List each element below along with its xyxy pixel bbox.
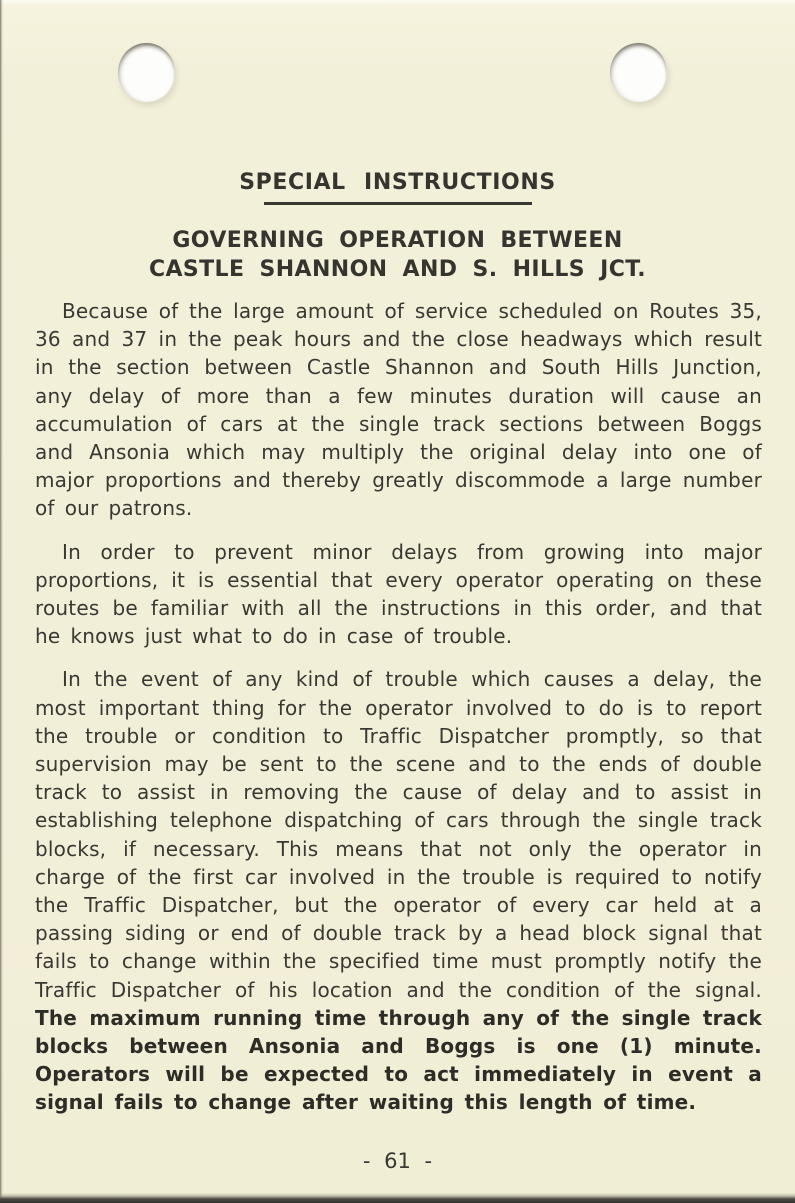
- paragraph-3: [35, 665, 762, 1116]
- document-title: SPECIAL INSTRUCTIONS: [239, 170, 556, 195]
- paragraph-3-normal-text: In the event of any kind of trouble which causes a delay, the most important thing for the operator involved to do is to report the trouble or condition to Traffic Dispatcher promptly, so that supervision may be sent to the scene and to the ends of double track to assist in removing the cause of delay and to assist in establishing telephone dispatching of cars through the single track blocks, if necessary. This means that not only the operator in charge of the first car involved in the trouble is required to notify the Traffic Dispatcher, but the operator of every car held at a passing siding or end of double track by a head block signal that fails to change within the specified time must promptly notify the Traffic Dispatcher of his location and the condition of the signal.: [35, 667, 762, 1002]
- subtitle-line-2: CASTLE SHANNON AND S. HILLS JCT.: [148, 257, 647, 282]
- subtitle-line-1: GOVERNING OPERATION BETWEEN: [172, 228, 623, 253]
- page-top-edge: [0, 0, 795, 6]
- page-number: - 61 -: [362, 1149, 433, 1173]
- punch-hole-left: [118, 43, 175, 102]
- document-subtitle: [0, 205, 795, 284]
- paragraph-1: Because of the large amount of service scheduled on Routes 35, 36 and 37 in the peak hours and the close headways which result in the section between Castle Shannon and South Hills Junction, any delay of more than a few minutes duration will cause an accumulation of cars at the single track sections between Boggs and Ansonia which may multiply the original delay into one of major proportions and thereby greatly discommode a large number of our patrons.: [35, 299, 762, 521]
- paragraph-3-emphasized-text: The maximum running time through any of the single track blocks between Ansonia and Boggs is one (1) minute. Operators will be expected to act immediately in event a signal fails to change after waiting this length of time.: [35, 1005, 762, 1115]
- punch-hole-right: [610, 43, 667, 102]
- page-left-edge: [0, 0, 3, 1203]
- paragraph-2: In order to prevent minor delays from growing into major proportions, it is essential that every operator operating on these routes be familiar with all the instructions in this order, and that he knows just what to do in case of trouble.: [35, 539, 762, 649]
- page-bottom-edge: [0, 1193, 795, 1203]
- document-body: [35, 297, 762, 1117]
